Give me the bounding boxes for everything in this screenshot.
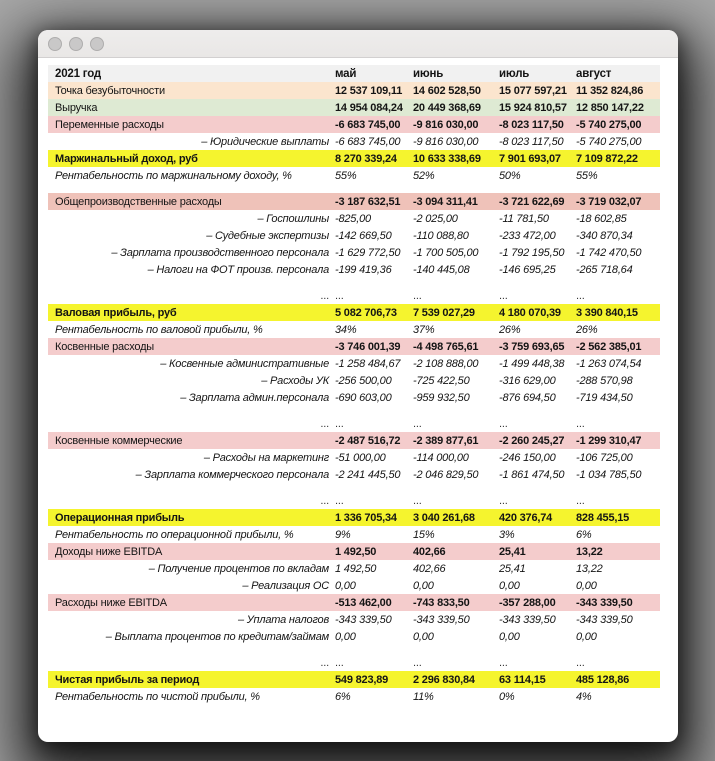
row-value: -142 669,50 (335, 229, 392, 242)
row-value: 4% (576, 690, 592, 703)
table-row (48, 509, 660, 526)
row-value: 20 449 368,69 (413, 101, 481, 114)
table-row (48, 210, 660, 227)
row-value: ... (335, 494, 344, 507)
spacer-row (48, 645, 660, 654)
table-row (48, 389, 660, 406)
table-row (48, 304, 660, 321)
row-value: ... (335, 417, 344, 430)
row-value: -743 833,50 (413, 596, 470, 609)
row-value: ... (499, 656, 508, 669)
row-value: ... (576, 417, 585, 430)
row-label: Рентабельность по маржинальному доходу, % (55, 169, 292, 182)
row-value: -2 025,00 (413, 212, 458, 225)
table-row (48, 355, 660, 372)
table-row (48, 227, 660, 244)
row-label: – Зарплата админ.персонала (180, 391, 329, 404)
report-window (38, 30, 678, 742)
table-row (48, 338, 660, 355)
row-value: 0,00 (335, 579, 356, 592)
row-label: Валовая прибыль, руб (55, 306, 177, 319)
spacer-row (48, 406, 660, 415)
row-value: 6% (576, 528, 592, 541)
row-value: -265 718,64 (576, 263, 633, 276)
row-label: – Зарплата коммерческого персонала (135, 468, 329, 481)
table-row (48, 671, 660, 688)
row-label: Доходы ниже EBITDA (55, 545, 163, 558)
table-row (48, 594, 660, 611)
row-value: -2 562 385,01 (576, 340, 642, 353)
row-value: -1 742 470,50 (576, 246, 642, 259)
row-value: 50% (499, 169, 521, 182)
row-value: -1 258 484,67 (335, 357, 401, 370)
row-value: -11 781,50 (499, 212, 549, 225)
row-value: -146 695,25 (499, 263, 556, 276)
row-value: 37% (413, 323, 435, 336)
table-row (48, 628, 660, 645)
row-label: – Расходы на маркетинг (203, 451, 329, 464)
row-value: 14 602 528,50 (413, 84, 481, 97)
row-value: 402,66 (413, 562, 446, 575)
row-value: ... (576, 289, 585, 302)
row-value: -256 500,00 (335, 374, 392, 387)
row-value: 7 539 027,29 (413, 306, 475, 319)
row-value: -343 339,50 (576, 596, 633, 609)
table-row (48, 133, 660, 150)
row-label: – Уплата налогов (238, 613, 329, 626)
row-value: 0,00 (413, 579, 434, 592)
row-value: 1 336 705,34 (335, 511, 397, 524)
row-value: -51 000,00 (335, 451, 386, 464)
row-label: – Госпошлины (257, 212, 329, 225)
row-value: ... (413, 494, 422, 507)
row-value: 5 082 706,73 (335, 306, 397, 319)
row-value: -4 498 765,61 (413, 340, 479, 353)
table-row (48, 415, 660, 432)
row-value: -316 629,00 (499, 374, 556, 387)
row-value: -9 816 030,00 (413, 118, 479, 131)
row-label: – Получение процентов по вкладам (148, 562, 329, 575)
table-row (48, 449, 660, 466)
row-label: ... (320, 494, 329, 507)
spacer-row (48, 278, 660, 287)
row-value: -876 694,50 (499, 391, 556, 404)
row-value: -2 241 445,50 (335, 468, 401, 481)
row-value: 9% (335, 528, 351, 541)
table-row (48, 611, 660, 628)
row-value: -199 419,36 (335, 263, 392, 276)
row-value: 1 492,50 (335, 562, 377, 575)
row-label: Переменные расходы (55, 118, 164, 131)
row-value: 12 537 109,11 (335, 84, 403, 97)
table-row (48, 577, 660, 594)
row-label: Рентабельность по операционной прибыли, % (55, 528, 294, 541)
row-value: -2 260 245,27 (499, 434, 565, 447)
month-header-july: июль (499, 67, 530, 80)
row-label: – Судебные экспертизы (206, 229, 329, 242)
table-row (48, 193, 660, 210)
row-value: 485 128,86 (576, 673, 630, 686)
row-value: -2 389 877,61 (413, 434, 479, 447)
row-label: Косвенные расходы (55, 340, 155, 353)
row-value: -106 725,00 (576, 451, 633, 464)
row-value: -5 740 275,00 (576, 135, 642, 148)
row-value: 0,00 (499, 579, 520, 592)
row-label: Операционная прибыль (55, 511, 185, 524)
row-label: Косвенные коммерческие (55, 434, 183, 447)
table-row (48, 526, 660, 543)
row-value: 3% (499, 528, 515, 541)
row-value: -2 046 829,50 (413, 468, 479, 481)
table-row (48, 654, 660, 671)
table-row (48, 543, 660, 560)
row-label: – Налоги на ФОТ произв. персонала (147, 263, 329, 276)
table-row (48, 99, 660, 116)
table-row (48, 167, 660, 184)
row-value: -3 719 032,07 (576, 195, 642, 208)
row-value: -18 602,85 (576, 212, 627, 225)
row-value: -114 000,00 (413, 451, 469, 464)
row-value: 12 850 147,22 (576, 101, 644, 114)
table-row (48, 244, 660, 261)
close-button[interactable] (48, 37, 62, 51)
row-value: 15 077 597,21 (499, 84, 567, 97)
row-value: 63 114,15 (499, 673, 546, 686)
row-value: ... (576, 494, 585, 507)
row-value: ... (335, 656, 344, 669)
row-label: ... (320, 656, 329, 669)
row-label: ... (320, 417, 329, 430)
row-value: -959 932,50 (413, 391, 470, 404)
row-value: 8 270 339,24 (335, 152, 397, 165)
table-row (48, 116, 660, 133)
row-value: 11 352 824,86 (576, 84, 644, 97)
row-label: Чистая прибыль за период (55, 673, 200, 686)
row-value: 549 823,89 (335, 673, 389, 686)
row-value: -3 187 632,51 (335, 195, 401, 208)
window-content (38, 58, 678, 705)
row-value: 0,00 (413, 630, 434, 643)
row-value: 0,00 (576, 579, 597, 592)
row-value: -725 422,50 (413, 374, 470, 387)
row-value: -343 339,50 (413, 613, 470, 626)
row-value: -1 629 772,50 (335, 246, 401, 259)
table-row (48, 321, 660, 338)
row-value: -1 792 195,50 (499, 246, 565, 259)
table-row (48, 82, 660, 99)
row-label: – Косвенные административные (160, 357, 329, 370)
row-value: -6 683 745,00 (335, 135, 401, 148)
row-value: 15 924 810,57 (499, 101, 567, 114)
row-value: -233 472,00 (499, 229, 556, 242)
row-label: Рентабельность по валовой прибыли, % (55, 323, 263, 336)
spacer-row (48, 483, 660, 492)
row-value: -3 721 622,69 (499, 195, 565, 208)
row-label: – Выплата процентов по кредитам/займам (105, 630, 329, 643)
row-value: ... (576, 656, 585, 669)
table-row (48, 261, 660, 278)
table-row (48, 287, 660, 304)
row-label: Маржинальный доход, руб (55, 152, 198, 165)
row-value: 402,66 (413, 545, 446, 558)
row-label: ... (320, 289, 329, 302)
row-value: 3 040 261,68 (413, 511, 475, 524)
row-value: 10 633 338,69 (413, 152, 481, 165)
row-value: -1 299 310,47 (576, 434, 642, 447)
row-value: 0,00 (576, 630, 597, 643)
row-value: -2 487 516,72 (335, 434, 401, 447)
row-value: 0,00 (499, 630, 520, 643)
row-label: – Расходы УК (261, 374, 329, 387)
row-value: 420 376,74 (499, 511, 553, 524)
month-header-june: июнь (413, 67, 444, 80)
row-value: 4 180 070,39 (499, 306, 561, 319)
row-value: -1 861 474,50 (499, 468, 565, 481)
row-value: 15% (413, 528, 435, 541)
row-label: Общепроизводственные расходы (55, 195, 222, 208)
row-value: -690 603,00 (335, 391, 392, 404)
row-label: Расходы ниже EBITDA (55, 596, 167, 609)
row-value: 11% (413, 690, 434, 703)
zoom-button[interactable] (90, 37, 104, 51)
row-value: 26% (576, 323, 598, 336)
row-value: -5 740 275,00 (576, 118, 642, 131)
row-label: Выручка (55, 101, 98, 114)
row-value: 55% (335, 169, 357, 182)
row-value: -8 023 117,50 (499, 135, 564, 148)
row-value: -110 088,80 (413, 229, 469, 242)
row-value: ... (499, 289, 508, 302)
row-value: 52% (413, 169, 435, 182)
row-label: – Юридические выплаты (201, 135, 329, 148)
row-value: -9 816 030,00 (413, 135, 479, 148)
month-header-may: май (335, 67, 357, 80)
row-value: -2 108 888,00 (413, 357, 479, 370)
row-value: -343 339,50 (499, 613, 556, 626)
year-header: 2021 год (55, 67, 101, 80)
row-value: -719 434,50 (576, 391, 633, 404)
row-value: -246 150,00 (499, 451, 556, 464)
row-value: 25,41 (499, 545, 526, 558)
row-value: -343 339,50 (576, 613, 633, 626)
row-value: 3 390 840,15 (576, 306, 638, 319)
row-label: – Реализация ОС (242, 579, 329, 592)
month-header-august: август (576, 67, 612, 80)
row-value: -357 288,00 (499, 596, 556, 609)
row-value: -1 034 785,50 (576, 468, 642, 481)
window-titlebar[interactable] (38, 30, 678, 58)
row-value: 1 492,50 (335, 545, 377, 558)
row-value: ... (499, 417, 508, 430)
row-value: ... (413, 656, 422, 669)
row-value: 6% (335, 690, 351, 703)
row-value: 34% (335, 323, 357, 336)
row-value: 0,00 (335, 630, 356, 643)
row-value: -1 263 074,54 (576, 357, 642, 370)
table-row (48, 150, 660, 167)
row-value: -825,00 (335, 212, 371, 225)
row-value: -3 746 001,39 (335, 340, 401, 353)
table-row (48, 466, 660, 483)
row-value: 55% (576, 169, 598, 182)
row-value: 26% (499, 323, 521, 336)
minimize-button[interactable] (69, 37, 83, 51)
row-value: -340 870,34 (576, 229, 633, 242)
row-value: 828 455,15 (576, 511, 630, 524)
row-value: -140 445,08 (413, 263, 470, 276)
row-value: -3 759 693,65 (499, 340, 565, 353)
table-row (48, 372, 660, 389)
row-value: -6 683 745,00 (335, 118, 401, 131)
row-value: -8 023 117,50 (499, 118, 564, 131)
row-value: -343 339,50 (335, 613, 392, 626)
pnl-table (48, 65, 660, 705)
row-value: 13,22 (576, 562, 603, 575)
row-value: -1 499 448,38 (499, 357, 565, 370)
row-value: -513 462,00 (335, 596, 392, 609)
row-value: ... (413, 417, 422, 430)
row-value: 7 901 693,07 (499, 152, 561, 165)
row-value: ... (499, 494, 508, 507)
row-value: 0% (499, 690, 515, 703)
row-value: 7 109 872,22 (576, 152, 638, 165)
row-label: Точка безубыточности (55, 84, 165, 97)
spacer-row (48, 184, 660, 193)
row-label: – Зарплата производственного персонала (111, 246, 329, 259)
table-row (48, 432, 660, 449)
table-header-row (48, 65, 660, 82)
row-value: ... (335, 289, 344, 302)
row-value: ... (413, 289, 422, 302)
table-row (48, 688, 660, 705)
row-value: -288 570,98 (576, 374, 633, 387)
row-value: 14 954 084,24 (335, 101, 403, 114)
table-row (48, 560, 660, 577)
row-value: -3 094 311,41 (413, 195, 478, 208)
table-row (48, 492, 660, 509)
table-body (48, 82, 660, 705)
row-value: 2 296 830,84 (413, 673, 475, 686)
row-label: Рентабельность по чистой прибыли, % (55, 690, 260, 703)
row-value: -1 700 505,00 (413, 246, 479, 259)
row-value: 13,22 (576, 545, 603, 558)
row-value: 25,41 (499, 562, 526, 575)
